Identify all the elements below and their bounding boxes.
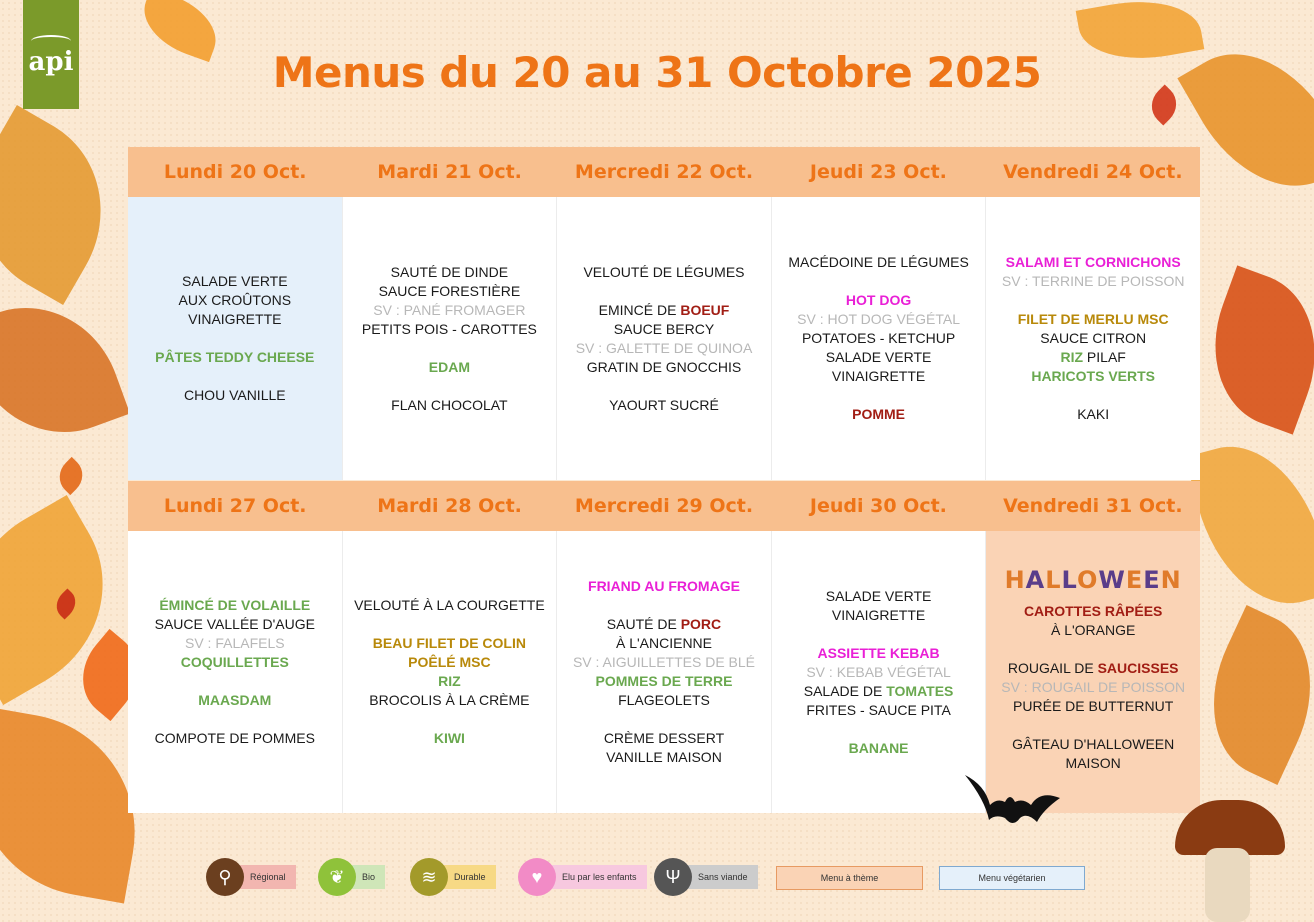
legend-item bbox=[318, 858, 385, 896]
menu-item: SALADE VERTE bbox=[182, 273, 288, 289]
legend-label: Bio bbox=[348, 865, 385, 889]
leaf-icon: ❦ bbox=[318, 858, 356, 896]
menu-item: POMME bbox=[852, 406, 906, 422]
menu-item: ASSIETTE KEBAB bbox=[817, 644, 940, 661]
menu-item: SV : FALAFELS bbox=[184, 635, 285, 651]
legend-label: Durable bbox=[440, 865, 496, 889]
logo-swoosh bbox=[31, 35, 71, 47]
menu-item: VELOUTÉ À LA COURGETTE bbox=[354, 597, 545, 613]
day-header: Mercredi 29 Oct. bbox=[574, 495, 754, 517]
menu-item: SV : HOT DOG VÉGÉTAL bbox=[797, 311, 960, 327]
leaf-decoration bbox=[1185, 429, 1314, 622]
menu-item: SAUCE CITRON bbox=[1040, 330, 1147, 346]
menu-item: PETITS POIS - CAROTTES bbox=[361, 320, 537, 337]
menu-item: CHOU VANILLE bbox=[183, 387, 286, 403]
menu-item: ÉMINCÉ DE VOLAILLE bbox=[159, 597, 311, 613]
legend-theme-menu: Menu à thème bbox=[776, 866, 923, 890]
bat-icon bbox=[965, 770, 1060, 830]
day-header: Vendredi 24 Oct. bbox=[1003, 161, 1183, 183]
legend-label: Sans viande bbox=[684, 865, 758, 889]
day-menu-cell bbox=[343, 531, 558, 813]
legend-item bbox=[206, 858, 296, 896]
menu-item: KIWI bbox=[433, 730, 465, 746]
day-menu-cell bbox=[128, 531, 343, 813]
menu-item: HARICOTS VERTS bbox=[1031, 368, 1156, 384]
menu-item: SV : TERRINE DE POISSON bbox=[1001, 273, 1185, 289]
menu-item: COMPOTE DE POMMES bbox=[154, 730, 315, 746]
day-header: Vendredi 31 Oct. bbox=[1003, 495, 1183, 517]
menu-item: SALAMI ET CORNICHONS bbox=[1005, 254, 1181, 270]
leaf-decoration bbox=[0, 105, 138, 305]
menu-row bbox=[128, 197, 1200, 480]
day-menu-cell bbox=[557, 197, 772, 480]
leaf-decoration bbox=[52, 457, 90, 495]
page-title: Menus du 20 au 31 Octobre 2025 bbox=[272, 48, 1042, 97]
menu-item: SAUCE FORESTIÈRE bbox=[378, 282, 521, 299]
day-menu-cell bbox=[343, 197, 558, 480]
menu-item: RIZ PILAF bbox=[1060, 349, 1126, 365]
day-header: Jeudi 30 Oct. bbox=[809, 495, 947, 517]
menu-item: VINAIGRETTE bbox=[831, 368, 926, 384]
day-header: Lundi 20 Oct. bbox=[163, 161, 307, 183]
menu-item: HOT DOG bbox=[845, 292, 912, 308]
menu-item: SAUCE BERCY bbox=[613, 320, 715, 337]
day-header-row bbox=[128, 147, 1200, 197]
menu-item: À L'ORANGE bbox=[1050, 622, 1136, 638]
fork-icon: Ψ bbox=[654, 858, 692, 896]
week-1 bbox=[128, 147, 1200, 480]
menu-item: CRÈME DESSERT bbox=[603, 730, 725, 746]
day-menu-cell bbox=[772, 197, 987, 480]
menu-item: FRITES - SAUCE PITA bbox=[806, 701, 951, 718]
menu-item: EDAM bbox=[428, 358, 470, 375]
menu-item: GRATIN DE GNOCCHIS bbox=[586, 358, 742, 375]
legend-item bbox=[518, 858, 647, 896]
menu-item: CAROTTES RÂPÉES bbox=[1023, 603, 1163, 619]
menu-item: SALADE VERTE bbox=[825, 349, 932, 365]
menu-item: SV : ROUGAIL DE POISSON bbox=[1001, 679, 1186, 695]
menu-item: FILET DE MERLU MSC bbox=[1017, 311, 1169, 327]
logo-text: api bbox=[28, 46, 74, 77]
field-icon: ≋ bbox=[410, 858, 448, 896]
menu-item: BANANE bbox=[848, 739, 909, 756]
day-header: Mardi 21 Oct. bbox=[377, 161, 522, 183]
leaf-decoration bbox=[0, 282, 130, 458]
legend bbox=[0, 858, 1314, 898]
menu-item: SV : PANÉ FROMAGER bbox=[373, 301, 526, 318]
menu-item: AUX CROÛTONS bbox=[178, 292, 292, 308]
legend-label: Elu par les enfants bbox=[548, 865, 647, 889]
menu-item: EMINCÉ DE BOEUF bbox=[598, 301, 730, 318]
day-header-row bbox=[128, 481, 1200, 531]
day-header: Lundi 27 Oct. bbox=[163, 495, 307, 517]
menu-item: BROCOLIS À LA CRÈME bbox=[369, 692, 530, 708]
menu-item: SAUTÉ DE PORC bbox=[606, 616, 722, 632]
pin-icon: ⚲ bbox=[206, 858, 244, 896]
menu-item: MAASDAM bbox=[198, 692, 272, 708]
menu-item: VANILLE MAISON bbox=[606, 749, 722, 765]
menu-item: À L'ANCIENNE bbox=[615, 635, 712, 651]
leaf-decoration bbox=[1183, 605, 1314, 785]
menu-item: PÂTES TEDDY CHEESE bbox=[155, 349, 315, 365]
legend-item bbox=[410, 858, 496, 896]
day-menu-cell bbox=[557, 531, 772, 813]
menu-item: FRIAND AU FROMAGE bbox=[588, 578, 740, 594]
menu-item: VELOUTÉ DE LÉGUMES bbox=[583, 263, 745, 280]
menu-item: SALADE DE TOMATES bbox=[803, 682, 954, 699]
menu-item: ROUGAIL DE SAUCISSES bbox=[1007, 660, 1179, 676]
legend-item bbox=[654, 858, 758, 896]
menu-item: VINAIGRETTE bbox=[831, 606, 926, 623]
menu-item: BEAU FILET DE COLIN bbox=[372, 635, 526, 651]
menu-item: FLAGEOLETS bbox=[618, 692, 710, 708]
week-2 bbox=[128, 481, 1200, 813]
heart-icon: ♥ bbox=[518, 858, 556, 896]
menu-item: MACÉDOINE DE LÉGUMES bbox=[788, 254, 969, 270]
theme-title: HALLOWEEN bbox=[1004, 566, 1182, 594]
menu-item: KAKI bbox=[1077, 406, 1110, 422]
menu-item: MAISON bbox=[1065, 755, 1121, 771]
menu-item: SV : KEBAB VÉGÉTAL bbox=[806, 663, 951, 680]
leaf-decoration bbox=[1189, 265, 1314, 434]
legend-vegetarian-menu: Menu végétarien bbox=[939, 866, 1085, 890]
day-header: Mardi 28 Oct. bbox=[377, 495, 522, 517]
menu-item: COQUILLETTES bbox=[180, 654, 289, 670]
menu-item: PURÉE DE BUTTERNUT bbox=[1013, 698, 1174, 714]
menu-item: POMMES DE TERRE bbox=[595, 673, 733, 689]
menu-item: GÂTEAU D'HALLOWEEN bbox=[1012, 736, 1175, 752]
menu-item: POTATOES - KETCHUP bbox=[801, 330, 956, 346]
legend-label: Régional bbox=[236, 865, 296, 889]
menu-item: FLAN CHOCOLAT bbox=[391, 396, 508, 413]
menu-item: VINAIGRETTE bbox=[188, 311, 282, 327]
day-menu-cell bbox=[986, 197, 1200, 480]
menu-item: SV : GALETTE DE QUINOA bbox=[575, 339, 753, 356]
day-header: Jeudi 23 Oct. bbox=[809, 161, 947, 183]
day-header: Mercredi 22 Oct. bbox=[574, 161, 754, 183]
day-menu-cell bbox=[772, 531, 987, 813]
day-menu-cell bbox=[128, 197, 343, 480]
menu-item: YAOURT SUCRÉ bbox=[609, 396, 719, 413]
menu-item: POÊLÉ MSC bbox=[408, 654, 491, 670]
menu-item: SALADE VERTE bbox=[825, 587, 932, 604]
menu-item: RIZ bbox=[438, 673, 461, 689]
menu-item: SV : AIGUILLETTES DE BLÉ bbox=[572, 654, 756, 670]
menu-item: SAUCE VALLÉE D'AUGE bbox=[154, 616, 315, 632]
menu-item: SAUTÉ DE DINDE bbox=[390, 263, 509, 280]
